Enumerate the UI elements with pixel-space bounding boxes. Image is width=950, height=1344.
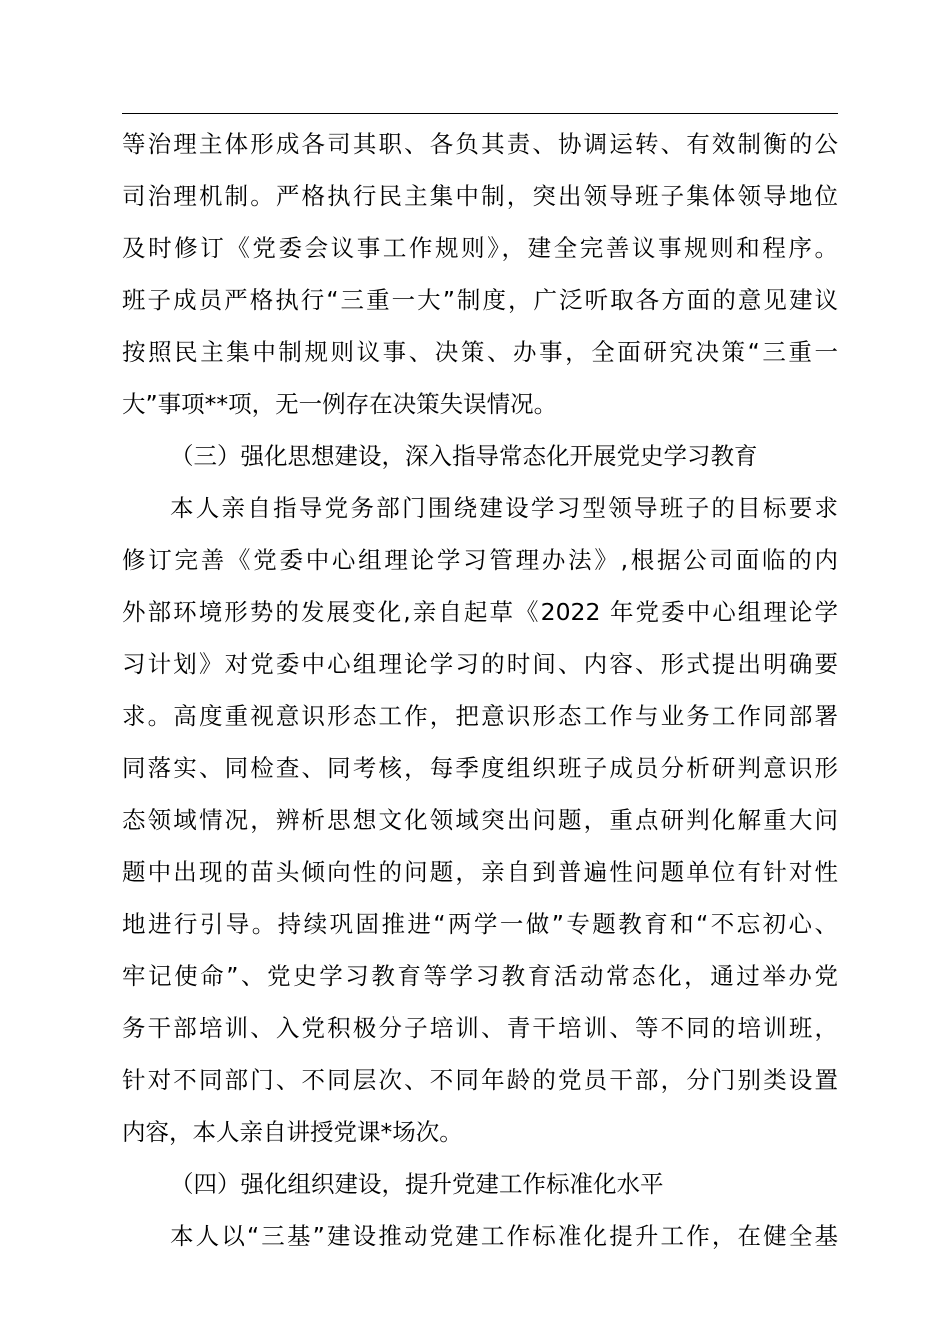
body-line: 题中出现的苗头倾向性的问题，亲自到普遍性问题单位有针对性 bbox=[122, 858, 838, 886]
section-heading: （四）强化组织建设，提升党建工作标准化水平 bbox=[170, 1170, 664, 1198]
body-line: 按照民主集中制规则议事、决策、办事，全面研究决策“三重一 bbox=[122, 338, 838, 366]
body-line: 同落实、同检查、同考核，每季度组织班子成员分析研判意识形 bbox=[122, 754, 838, 782]
header-rule bbox=[122, 113, 838, 114]
body-line: 地进行引导。持续巩固推进“两学一做”专题教育和“不忘初心、 bbox=[122, 910, 838, 938]
body-line: 态领域情况，辨析思想文化领域突出问题，重点研判化解重大问 bbox=[122, 806, 838, 834]
body-line: 等治理主体形成各司其职、各负其责、协调运转、有效制衡的公 bbox=[122, 130, 838, 158]
body-line: 大”事项**项，无一例存在决策失误情况。 bbox=[122, 390, 558, 418]
body-line: 习计划》对党委中心组理论学习的时间、内容、形式提出明确要 bbox=[122, 650, 838, 678]
body-line: 外部环境形势的发展变化,亲自起草《2022 年党委中心组理论学 bbox=[122, 598, 838, 626]
body-line: 务干部培训、入党积极分子培训、青干培训、等不同的培训班， bbox=[122, 1014, 838, 1042]
body-line: 及时修订《党委会议事工作规则》，建全完善议事规则和程序。 bbox=[122, 234, 838, 262]
body-line: 内容，本人亲自讲授党课*场次。 bbox=[122, 1118, 463, 1146]
document-body bbox=[122, 118, 838, 1262]
body-line: 班子成员严格执行“三重一大”制度，广泛听取各方面的意见建议 bbox=[122, 286, 838, 314]
body-line: 求。高度重视意识形态工作，把意识形态工作与业务工作同部署 bbox=[122, 702, 838, 730]
body-line: 本人以“三基”建设推动党建工作标准化提升工作，在健全基 bbox=[170, 1222, 838, 1250]
body-line: 司治理机制。严格执行民主集中制，突出领导班子集体领导地位 bbox=[122, 182, 838, 210]
section-heading: （三）强化思想建设，深入指导常态化开展党史学习教育 bbox=[170, 442, 758, 470]
body-line: 针对不同部门、不同层次、不同年龄的党员干部，分门别类设置 bbox=[122, 1066, 838, 1094]
body-line: 牢记使命”、党史学习教育等学习教育活动常态化，通过举办党 bbox=[122, 962, 838, 990]
body-line: 修订完善《党委中心组理论学习管理办法》,根据公司面临的内 bbox=[122, 546, 838, 574]
body-line: 本人亲自指导党务部门围绕建设学习型领导班子的目标要求 bbox=[170, 494, 838, 522]
